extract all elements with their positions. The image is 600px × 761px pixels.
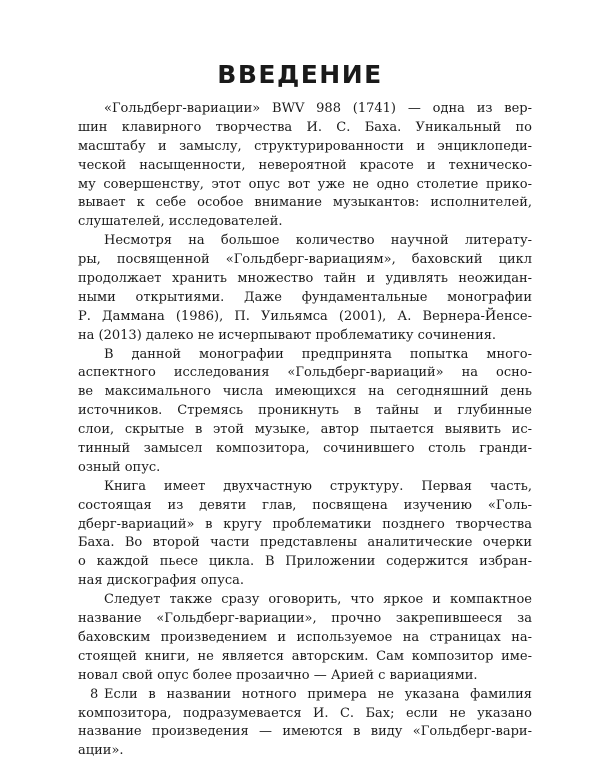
text-line: ческой насыщенности, невероятной красоте и техническо- [78, 157, 532, 173]
page-number: 8 [90, 687, 99, 702]
text-line: баховским произведением и используемое на страницах на- [78, 629, 532, 645]
text-line: стоящей книги, не является авторским. Сам композитор име- [78, 648, 532, 664]
text-line: ры, посвященной «Гольдберг-вариациям», баховский цикл [78, 252, 532, 268]
text-line: дберг-вариаций» в кругу проблематики позднего творчества [78, 516, 532, 532]
text-line: Несмотря на большое количество научной литерату- [104, 233, 532, 249]
text-line: композитора, подразумевается И. С. Бах; если не указано [78, 705, 532, 721]
text-line: ации». [78, 743, 124, 759]
text-line: Книга имеет двухчастную структуру. Первая часть, [104, 478, 532, 494]
text-line: Следует также сразу оговорить, что яркое и компактное [104, 592, 532, 608]
text-line: Если в названии нотного примера не указана фамилия [104, 686, 532, 702]
text-line: новал свой опус более прозаично — Арией с вариациями. [78, 667, 478, 683]
text-line: «Гольдберг-вариации» BWV 988 (1741) — одна из вер- [104, 101, 532, 116]
text-line: ве максимального числа имеющихся на сегодняшний день [78, 384, 532, 400]
text-line: масштабу и замыслу, структурированности и энциклопеди- [78, 138, 532, 154]
text-line: ная дискография опуса. [78, 573, 245, 589]
text-line: шин клавирного творчества И. С. Баха. Уникальный по [78, 119, 532, 135]
text-line: название произведения — имеются в виду «Гольдберг-вари- [78, 724, 532, 740]
text-line: источников. Стремясь проникнуть в тайны и глубинные [78, 403, 532, 419]
text-line: слои, скрытые в этой музыке, автор пытается выявить ис- [78, 422, 532, 438]
text-line: Р. Даммана (1986), П. Уильямса (2001), А. Вернера-Йенсе- [78, 308, 532, 324]
text-line: В данной монографии предпринята попытка много- [104, 346, 532, 362]
body-text [78, 100, 532, 761]
text-line: на (2013) далеко не исчерпывают проблематику сочинения. [78, 327, 497, 343]
text-line: название «Гольдберг-вариации», прочно закрепившееся за [78, 611, 532, 627]
text-line: Баха. Во второй части представлены аналитические очерки [78, 535, 532, 551]
text-line: аспектного исследования «Гольдберг-вариаций» на осно- [78, 365, 532, 381]
text-line: вывает к себе особое внимание музыкантов: исполнителей, [78, 195, 532, 211]
text-line: озный опус. [78, 459, 161, 475]
text-line: о каждой пьесе цикла. В Приложении содержится избран- [78, 554, 532, 570]
chapter-title: ВВЕДЕНИЕ [217, 60, 383, 89]
text-line: продолжает хранить множество тайн и удивлять неожидан- [78, 271, 532, 287]
text-line: слушателей, исследователей. [78, 214, 283, 230]
text-line: ными открытиями. Даже фундаментальные монографии [78, 289, 532, 305]
text-line: тинный замысел композитора, сочинившего столь гранди- [78, 441, 532, 457]
text-line: му совершенству, этот опус вот уже не одно столетие прико- [78, 176, 532, 192]
text-line: состоящая из девяти глав, посвящена изучению «Голь- [78, 497, 532, 513]
